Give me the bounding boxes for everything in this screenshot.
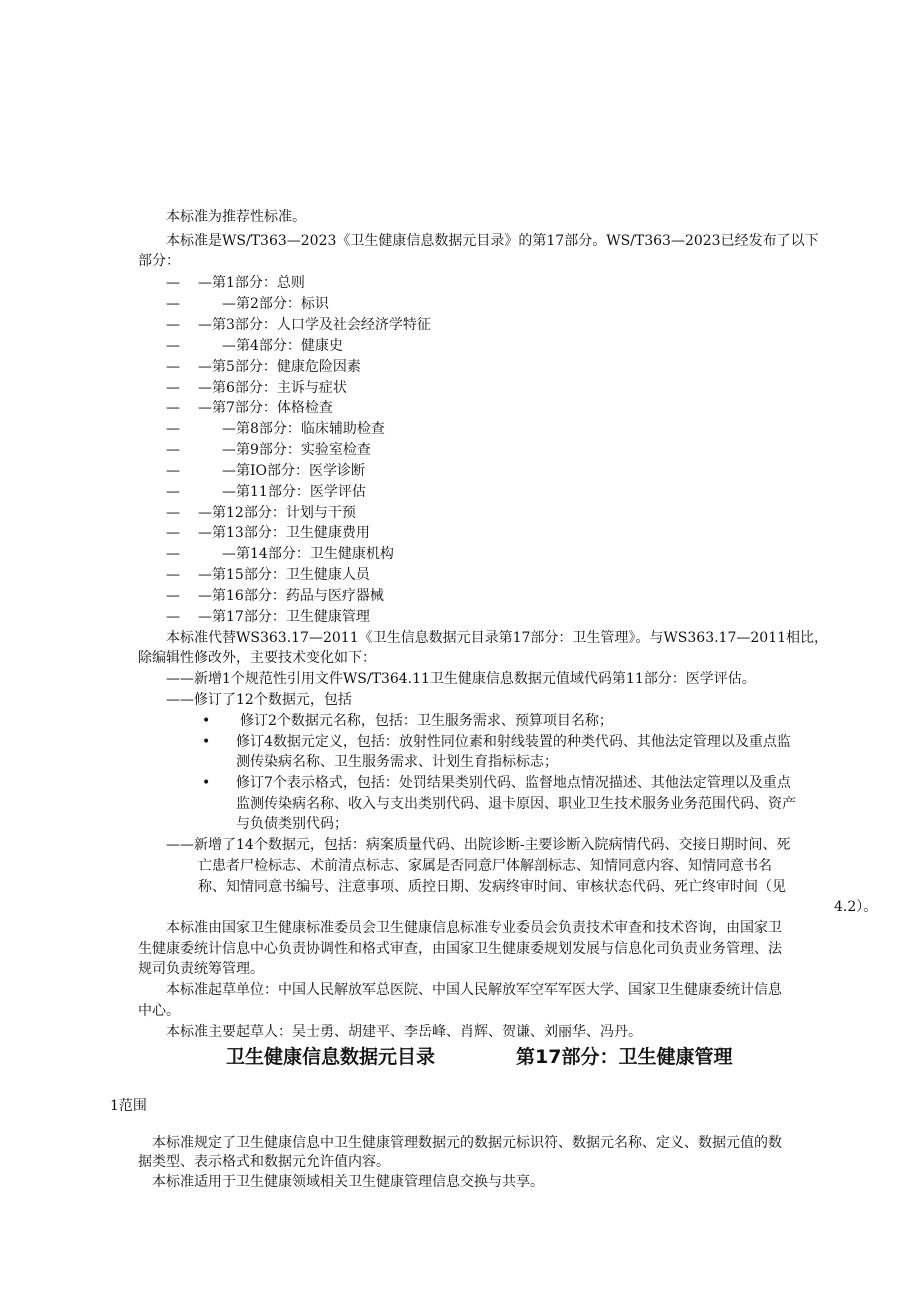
part-label: —第4部分：健康史 <box>222 338 343 354</box>
list-dash: — <box>166 609 180 625</box>
list-dash: — <box>166 546 180 562</box>
part-label: —第5部分：健康危险因素 <box>198 359 361 375</box>
scope-applicability: 本标准适用于卫生健康领域相关卫生健康管理信息交换与共享。 <box>152 1174 544 1190</box>
foreword-recommended: 本标准为推荐性标准。 <box>166 209 306 225</box>
foreword-part-of-series-cont: 部分： <box>138 253 180 269</box>
part-label: —第IO部分：医学诊断 <box>222 463 366 479</box>
list-dash: — <box>166 442 180 458</box>
sub-change-item: 修订7个表示格式，包括：处罚结果类别代码、监督地点情况描述、其他法定管理以及重点 <box>236 775 791 791</box>
list-dash: — <box>166 317 180 333</box>
list-dash: — <box>166 588 180 604</box>
list-dash: — <box>166 505 180 521</box>
change-item: ——新增了14个数据元，包括：病案质量代码、出院诊断-主要诊断入院病情代码、交接日期时间、死 <box>166 837 791 853</box>
change-item: ——修订了12个数据元，包括 <box>166 692 352 708</box>
foreword-drafting-units: 本标准起草单位：中国人民解放军总医院、中国人民解放军空军军医大学、国家卫生健康委统计信息 <box>166 982 782 998</box>
sub-change-item: 修订4数据元定义，包括：放射性同位素和射线装置的种类代码、其他法定管理以及重点监 <box>236 734 791 750</box>
sub-change-item-cont: 测传染病名称、卫生服务需求、计划生育指标标志； <box>236 754 558 770</box>
foreword-drafting-units-cont: 中心。 <box>138 1003 180 1019</box>
list-dash: — <box>166 567 180 583</box>
part-label: —第9部分：实验室检查 <box>222 442 371 458</box>
list-dash: — <box>166 296 180 312</box>
change-item-cont: 4.2）。 <box>834 899 878 915</box>
foreword-review: 本标准由国家卫生健康标准委员会卫生健康信息标准专业委员会负责技术审查和技术咨询，由国家卫 <box>166 920 782 936</box>
part-label: —第8部分：临床辅助检查 <box>222 421 385 437</box>
page-title: 卫生健康信息数据元目录 <box>226 1046 436 1068</box>
change-item-cont: 亡患者尸检标志、术前清点标志、家属是否同意尸体解剖标志、知情同意内容、知情同意书名 <box>198 858 772 874</box>
list-dash: — <box>166 525 180 541</box>
part-label: —第14部分：卫生健康机构 <box>222 546 394 562</box>
sub-change-item-cont: 监测传染病名称、收入与支出类别代码、退卡原因、职业卫生技术服务业务范围代码、资产 <box>236 796 796 812</box>
list-dash: — <box>166 400 180 416</box>
scope-paragraph-cont: 据类型、表示格式和数据元允许值内容。 <box>138 1154 390 1170</box>
sub-change-item-cont: 与负债类别代码； <box>236 816 348 832</box>
list-dash: — <box>166 338 180 354</box>
part-label: —第12部分：计划与干预 <box>198 505 356 521</box>
part-label: —第17部分：卫生健康管理 <box>198 609 370 625</box>
foreword-review-cont: 规司负责统筹管理。 <box>138 961 264 977</box>
sub-change-item: 修订2个数据元名称，包括：卫生服务需求、预算项目名称； <box>240 713 613 729</box>
section-heading-scope: 1范围 <box>110 1098 147 1114</box>
part-label: —第16部分：药品与医疗器械 <box>198 588 384 604</box>
foreword-drafters: 本标准主要起草人：吴士勇、胡建平、李岳峰、肖辉、贺谦、刘丽华、冯丹。 <box>166 1024 642 1040</box>
list-dash: — <box>166 484 180 500</box>
foreword-replaces-cont: 除编辑性修改外，主要技术变化如下： <box>138 650 376 666</box>
part-label: —第13部分：卫生健康费用 <box>198 525 370 541</box>
foreword-review-cont: 生健康委统计信息中心负责协调性和格式审查，由国家卫生健康委规划发展与信息化司负责业务管理、法 <box>138 941 782 957</box>
part-label: —第15部分：卫生健康人员 <box>198 567 370 583</box>
list-dash: — <box>166 275 180 291</box>
part-label: —第2部分：标识 <box>222 296 329 312</box>
change-item-cont: 称、知情同意书编号、注意事项、质控日期、发病终审时间、审核状态代码、死亡终审时间（见 <box>198 879 786 895</box>
foreword-part-of-series: 本标准是WS/T363—2023《卫生健康信息数据元目录》的第17部分。WS/T363—2023已经发布了以下 <box>166 233 819 249</box>
part-label: —第1部分：总则 <box>198 275 305 291</box>
list-dash: — <box>166 463 180 479</box>
part-label: —第3部分：人口学及社会经济学特征 <box>198 317 431 333</box>
bullet-icon: • <box>202 775 211 791</box>
list-dash: — <box>166 421 180 437</box>
scope-paragraph: 本标准规定了卫生健康信息中卫生健康管理数据元的数据元标识符、数据元名称、定义、数据元值的数 <box>152 1135 782 1151</box>
part-label: —第11部分：医学评估 <box>222 484 366 500</box>
foreword-replaces: 本标准代替WS363.17—2011《卫生信息数据元目录第17部分：卫生管理》。与WS363.17—2011相比， <box>166 630 829 646</box>
list-dash: — <box>166 359 180 375</box>
bullet-icon: • <box>202 713 211 729</box>
list-dash: — <box>166 380 180 396</box>
part-label: —第6部分：主诉与症状 <box>198 380 347 396</box>
change-item: ——新增1个规范性引用文件WS/T364.11卫生健康信息数据元值域代码第11部分：医学评估。 <box>166 671 756 687</box>
part-label: —第7部分：体格检查 <box>198 400 333 416</box>
page-subtitle: 第17部分：卫生健康管理 <box>516 1046 733 1068</box>
bullet-icon: • <box>202 734 211 750</box>
